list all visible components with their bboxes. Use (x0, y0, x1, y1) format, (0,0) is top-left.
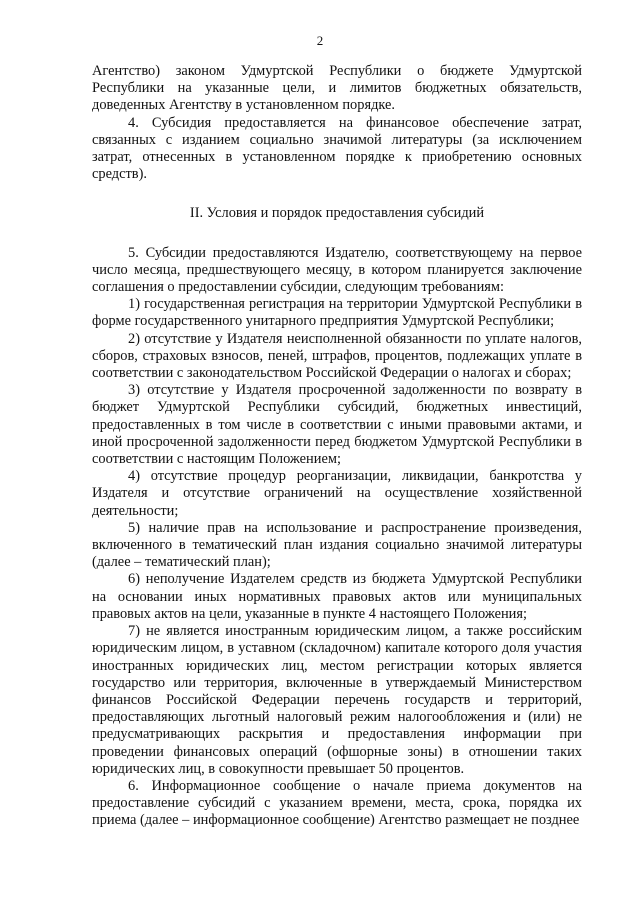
requirement-1: 1) государственная регистрация на территории Удмуртской Республики в форме государственного унитарного предприятия Удмуртской Республики; (92, 296, 582, 330)
requirement-6: 6) неполучение Издателем средств из бюджета Удмуртской Республики на основании иных нормативных правовых актов или муниципальных правовых актов на цели, указанные в пункте 4 настоящего Положения; (92, 571, 582, 622)
requirement-4: 4) отсутствие процедур реорганизации, ликвидации, банкротства у Издателя и отсутствие ограничений на осуществление хозяйственной деятельности; (92, 468, 582, 519)
requirement-7: 7) не является иностранным юридическим лицом, а также российским юридическим лицом, в уставном (складочном) капитале которого доля участия иностранных юридических лиц, местом регистрации которых является государство или территория, включенные в утверждаемый Министерством финансов Российской Федерации перечень государств и территорий, предоставляющих льготный налоговый режим налогообложения и (или) не предусматривающих раскрытия и предоставления информации при проведении финансовых операций (офшорные зоны) в отношении таких юридических лиц, в совокупности превышает 50 процентов. (92, 623, 582, 777)
document-body (92, 63, 582, 830)
paragraph-item-6: 6. Информационное сообщение о начале приема документов на предоставление субсидий с указанием времени, места, срока, порядка их приема (далее – информационное сообщение) Агентство размещает не позднее (92, 777, 582, 829)
paragraph-item-5: 5. Субсидии предоставляются Издателю, соответствующему на первое число месяца, предшествующего месяцу, в котором планируется заключение соглашения о предоставлении субсидии, следующим требованиям: (92, 244, 582, 296)
requirement-2: 2) отсутствие у Издателя неисполненной обязанности по уплате налогов, сборов, страховых взносов, пеней, штрафов, процентов, подлежащих уплате в соответствии с законодательством Российской Федерации о налогах и сборах; (92, 330, 582, 382)
paragraph-item-4: 4. Субсидия предоставляется на финансовое обеспечение затрат, связанных с изданием социально значимой литературы (за исключением затрат, отнесенных в установленном порядке к приобретению основных средств). (92, 114, 582, 183)
requirement-5: 5) наличие прав на использование и распространение произведения, включенного в тематический план издания социально значимой литературы (далее – тематический план); (92, 519, 582, 571)
paragraph-continuation: Агентство) законом Удмуртской Республики о бюджете Удмуртской Республики на указанные цели, и лимитов бюджетных обязательств, доведенных Агентству в установленном порядке. (92, 63, 582, 114)
section-heading: II. Условия и порядок предоставления субсидий (189, 205, 485, 222)
requirement-3: 3) отсутствие у Издателя просроченной задолженности по возврату в бюджет Удмуртской Республики субсидий, бюджетных инвестиций, предоставленных в том числе в соответствии с иными правовыми актами, и иной просроченной задолженности перед бюджетом Удмуртской Республики в соответствии с настоящим Положением; (92, 382, 582, 468)
page-number: 2 (316, 33, 324, 48)
